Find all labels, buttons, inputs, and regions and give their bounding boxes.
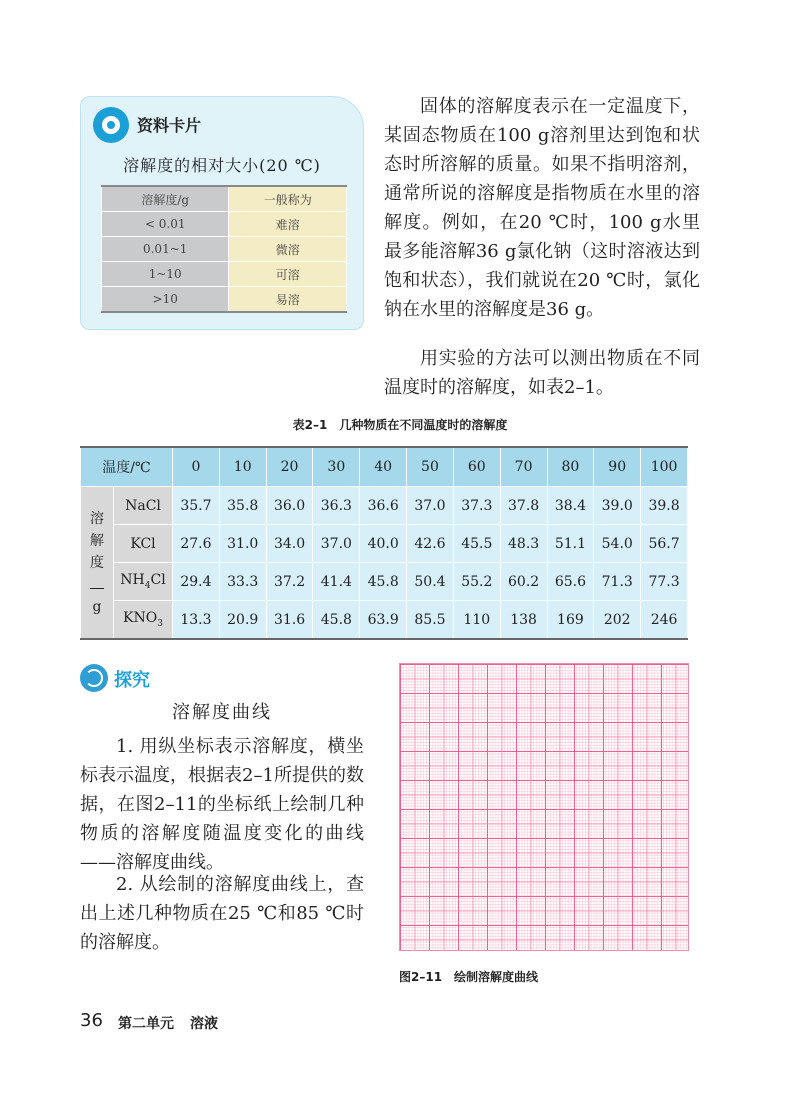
table-cell: 63.9 [360,601,407,640]
table-row [102,186,347,212]
column-header: 一般称为 [229,186,347,212]
table-row [81,601,688,640]
fraction-line [90,588,104,589]
table-cell: 56.7 [641,525,688,563]
info-card-subtitle: 溶解度的相对大小(20 ℃) [123,156,321,175]
table-cell: 37.3 [453,487,500,525]
side-label-unit: g [92,598,102,615]
body-paragraph: 用实验的方法可以测出物质在不同温度时的溶解度，如表2–1。 [384,348,700,398]
explore-step: 2. 从绘制的溶解度曲线上，查出上述几种物质在25 ℃和85 ℃时的溶解度。 [80,874,364,953]
table-cell: 34.0 [266,525,313,563]
table-cell: 138 [500,601,547,640]
table-cell: 54.0 [594,525,641,563]
table-cell: 77.3 [641,563,688,601]
table-cell: 169 [547,601,594,640]
explore-label: 探究 [114,670,150,691]
table-cell: 38.4 [547,487,594,525]
table-row [81,563,688,601]
table-cell: 45.8 [313,601,360,640]
table-cell: 可溶 [229,262,347,287]
substance-name: KCl [114,525,173,563]
substance-name: NaCl [114,487,173,525]
temperature-cell: 90 [594,447,641,487]
temperature-cell: 50 [407,447,454,487]
side-label-char: 溶 [90,510,104,527]
table-cell: 40.0 [360,525,407,563]
table-cell: 50.4 [407,563,454,601]
substance-name [114,563,173,601]
table-cell: 37.2 [266,563,313,601]
table-cell: 39.0 [594,487,641,525]
info-badge-icon [93,107,129,143]
table-row [102,287,347,313]
temperature-cell: 40 [360,447,407,487]
table-cell: 27.6 [173,525,220,563]
table-cell: 33.3 [219,563,266,601]
table-row [102,237,347,262]
body-paragraph: 固体的溶解度表示在一定温度下，某固态物质在100 g溶剂里达到饱和状态时所溶解的质量。如果不指明溶剂，通常所说的溶解度是指物质在水里的溶解度。例如，在20 ℃时，100 g水里最多能溶解36 g氯化钠（这时溶液达到饱和状态），我们就说在20 ℃时，氯化钠在水里的溶解度是36 g。 [384,96,700,320]
table-cell: 41.4 [313,563,360,601]
table-row [81,487,688,525]
table-cell: 45.5 [453,525,500,563]
table-cell: 36.6 [360,487,407,525]
temperature-cell: 100 [641,447,688,487]
table-cell: 37.8 [500,487,547,525]
table-cell: 36.0 [266,487,313,525]
formula-subscript: 4 [144,580,151,591]
temperature-cell: 0 [173,447,220,487]
table-row [81,525,688,563]
table-cell: 0.01~1 [102,237,229,262]
table-cell: 110 [453,601,500,640]
solubility-class-table [101,185,347,313]
table-cell: 37.0 [407,487,454,525]
table-cell: 13.3 [173,601,220,640]
explore-title: 溶解度曲线 [172,702,272,723]
table-cell: 20.9 [219,601,266,640]
table-cell: >10 [102,287,229,313]
refresh-cycle-icon [80,664,108,692]
temperature-cell: 10 [219,447,266,487]
column-header: 溶解度/g [102,186,229,212]
solubility-table [80,446,688,640]
table-cell: 35.8 [219,487,266,525]
footer-unit: 第二单元 [118,1016,174,1032]
table-row [102,262,347,287]
side-label-char: 解 [90,532,104,549]
table-row [102,212,347,237]
temperature-cell: 30 [313,447,360,487]
temperature-cell: 60 [453,447,500,487]
substance-name [114,601,173,640]
temperature-header: 温度/℃ [81,447,173,487]
figure-caption: 图2–11 绘制溶解度曲线 [399,970,539,984]
table-cell: 45.8 [360,563,407,601]
table-cell: 51.1 [547,525,594,563]
solubility-side-label [81,487,114,640]
temperature-cell: 20 [266,447,313,487]
table-cell: 29.4 [173,563,220,601]
table-cell: 246 [641,601,688,640]
table-cell: 42.6 [407,525,454,563]
table-cell: 71.3 [594,563,641,601]
table-cell: 60.2 [500,563,547,601]
table-cell: 202 [594,601,641,640]
explore-step: 1. 用纵坐标表示溶解度，横坐标表示温度，根据表2–1所提供的数据，在图2–11的坐标纸上绘制几种物质的溶解度随温度变化的曲线——溶解度曲线。 [80,736,364,873]
table-cell: 48.3 [500,525,547,563]
table-cell: 31.6 [266,601,313,640]
table-cell: 易溶 [229,287,347,313]
table-header-row [81,447,688,487]
formula-main: NH [120,572,145,589]
table-cell: 65.6 [547,563,594,601]
info-card [80,96,364,330]
table-cell: < 0.01 [102,212,229,237]
formula-subscript: 3 [157,618,163,629]
table-cell: 85.5 [407,601,454,640]
table-cell: 微溶 [229,237,347,262]
table-cell: 难溶 [229,212,347,237]
side-label-char: 度 [90,554,104,571]
footer-chapter: 溶液 [190,1016,218,1032]
formula-tail: Cl [150,572,166,589]
info-card-label: 资料卡片 [137,116,202,135]
table-cell: 1~10 [102,262,229,287]
temperature-cell: 70 [500,447,547,487]
formula-main: KNO [123,610,158,627]
table-cell: 37.0 [313,525,360,563]
page-number: 36 [80,1010,103,1031]
table-cell: 55.2 [453,563,500,601]
graph-paper [399,663,689,951]
table-caption: 表2–1 几种物质在不同温度时的溶解度 [292,418,508,432]
table-cell: 31.0 [219,525,266,563]
temperature-cell: 80 [547,447,594,487]
table-cell: 39.8 [641,487,688,525]
table-cell: 36.3 [313,487,360,525]
table-cell: 35.7 [173,487,220,525]
